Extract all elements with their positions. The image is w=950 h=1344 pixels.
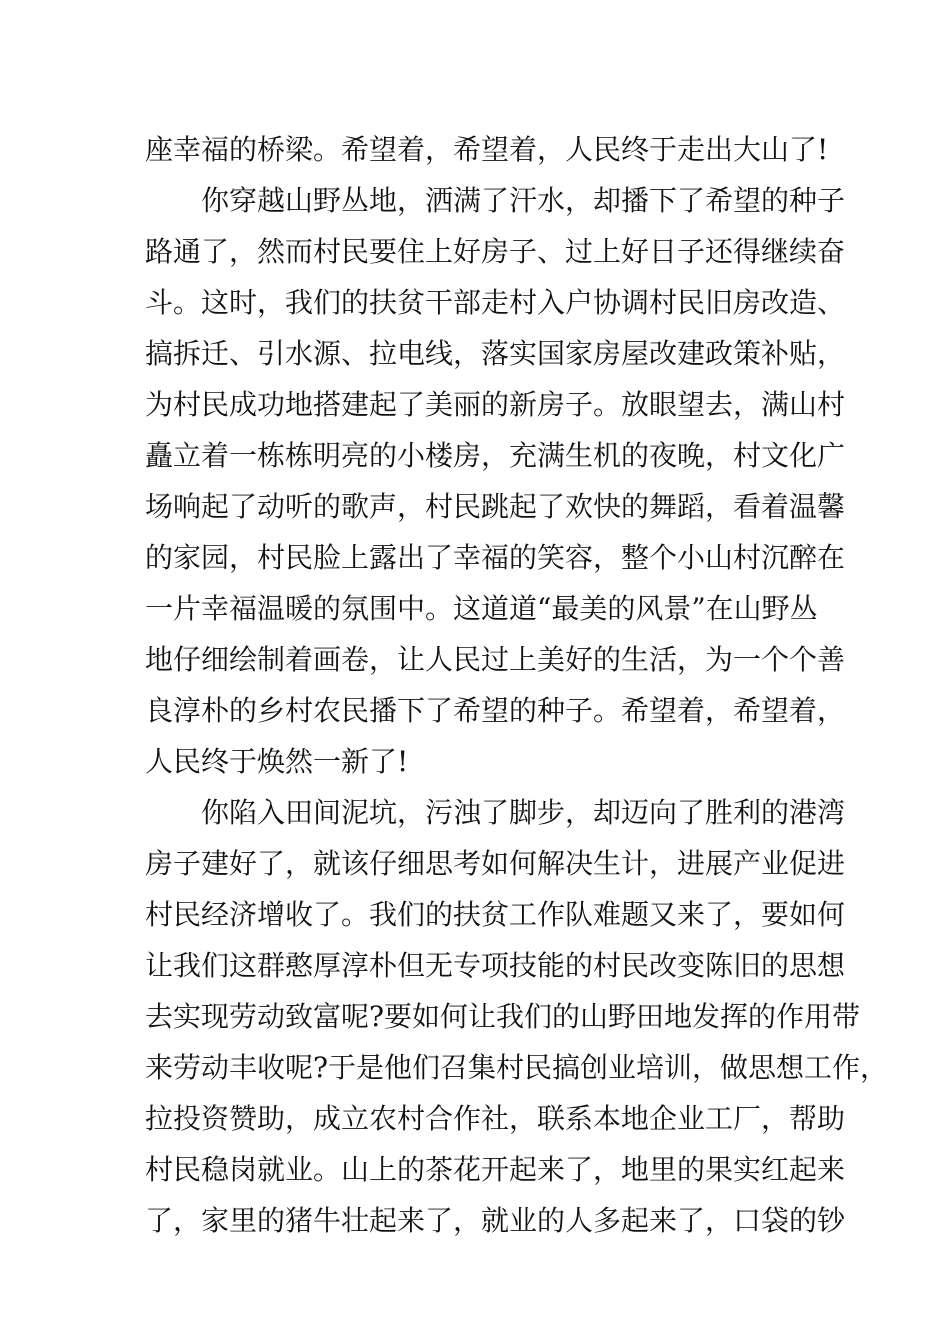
text-line: 拉投资赞助，成立农村合作社，联系本地企业工厂，帮助 (145, 1102, 846, 1135)
text-line: 房子建好了，就该仔细思考如何解决生计，进展产业促进 (145, 847, 846, 880)
text-line: 场响起了动听的歌声，村民跳起了欢快的舞蹈，看着温馨 (145, 490, 846, 523)
text-line: 路通了，然而村民要住上好房子、过上好日子还得继续奋 (145, 235, 846, 268)
text-line: 一片幸福温暖的氛围中。这道道“最美的风景”在山野丛 (145, 592, 818, 625)
text-line: 良淳朴的乡村农民播下了希望的种子。希望着，希望着， (145, 694, 846, 727)
text-line: 了，家里的猪牛壮起来了，就业的人多起来了，口袋的钞 (145, 1204, 846, 1237)
text-line: 座幸福的桥梁。希望着，希望着，人民终于走出大山了! (145, 133, 829, 166)
text-line: 让我们这群憨厚淳朴但无专项技能的村民改变陈旧的思想 (145, 949, 846, 982)
subheading-line: 你穿越山野丛地，洒满了汗水，却播下了希望的种子 (201, 184, 846, 217)
text-line: 人民终于焕然一新了! (145, 745, 409, 778)
text-line: 来劳动丰收呢?于是他们召集村民搞创业培训，做思想工作， (145, 1051, 889, 1084)
text-line: 村民经济增收了。我们的扶贫工作队难题又来了，要如何 (145, 898, 846, 931)
text-line: 矗立着一栋栋明亮的小楼房，充满生机的夜晚，村文化广 (145, 439, 846, 472)
subheading-line: 你陷入田间泥坑，污浊了脚步，却迈向了胜利的港湾 (201, 796, 846, 829)
text-line: 斗。这时，我们的扶贫干部走村入户协调村民旧房改造、 (145, 286, 846, 319)
text-line: 搞拆迁、引水源、拉电线，落实国家房屋改建政策补贴， (145, 337, 846, 370)
text-line: 地仔细绘制着画卷，让人民过上美好的生活，为一个个善 (145, 643, 846, 676)
text-line: 的家园，村民脸上露出了幸福的笑容，整个小山村沉醉在 (145, 541, 846, 574)
text-line: 去实现劳动致富呢?要如何让我们的山野田地发挥的作用带 (145, 1000, 861, 1033)
body-text (145, 124, 889, 1246)
text-line: 村民稳岗就业。山上的茶花开起来了，地里的果实红起来 (145, 1153, 846, 1186)
text-line: 为村民成功地搭建起了美丽的新房子。放眼望去，满山村 (145, 388, 846, 421)
